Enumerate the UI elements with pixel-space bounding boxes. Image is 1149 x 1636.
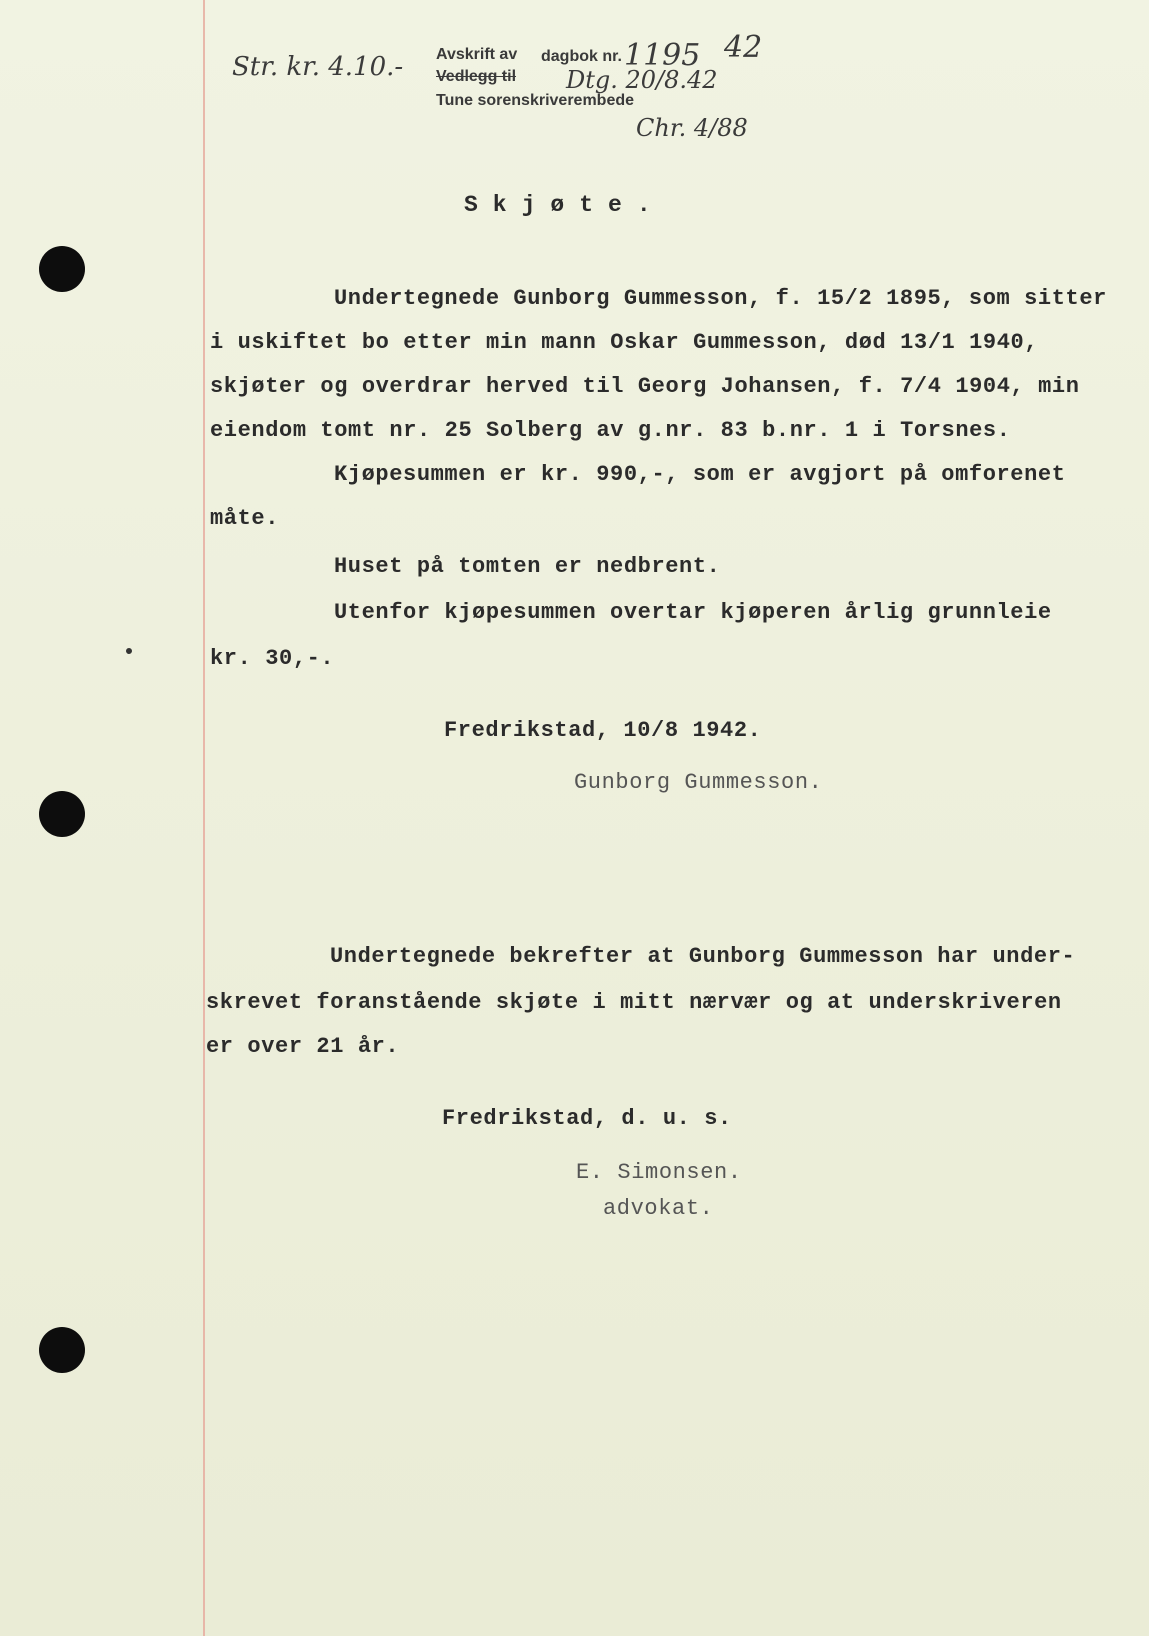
margin-note-handwritten: Str. kr. 4.10.- (232, 52, 404, 82)
body-line: kr. 30,-. (210, 646, 335, 671)
stamp-line-office: Tune sorenskriverembede (436, 92, 635, 109)
attestation-line: er over 21 år. (206, 1034, 400, 1059)
body-line: eiendom tomt nr. 25 Solberg av g.nr. 83 b.nr. 1 i Torsnes. (210, 418, 1011, 443)
document-title: S k j ø t e . (464, 192, 652, 218)
attestation-line: Undertegnede bekrefter at Gunborg Gummesson har under- (330, 944, 1076, 969)
margin-line (203, 0, 205, 1636)
stamp-line-dagbok: dagbok nr. (541, 48, 622, 65)
body-line: i uskiftet bo etter min mann Oskar Gummesson, død 13/1 1940, (210, 330, 1039, 355)
body-line: skjøter og overdrar herved til Georg Johansen, f. 7/4 1904, min (210, 374, 1080, 399)
stamp-handwritten-number: 1195 (624, 38, 701, 73)
body-line: Undertegnede Gunborg Gummesson, f. 15/2 1895, som sitter (334, 286, 1107, 311)
stamp-handwritten-ref: Chr. 4/88 (636, 114, 748, 142)
body-line: Huset på tomten er nedbrent. (334, 554, 721, 579)
stamp-handwritten-year: 42 (724, 30, 763, 65)
body-line: Utenfor kjøpesummen overtar kjøperen årlig grunnleie (334, 600, 1052, 625)
place-date: Fredrikstad, 10/8 1942. (444, 718, 762, 743)
place-date-2: Fredrikstad, d. u. s. (442, 1106, 732, 1131)
punch-hole (39, 246, 85, 292)
punch-hole (39, 1327, 85, 1373)
body-line: måte. (210, 506, 280, 531)
body-line: Kjøpesummen er kr. 990,-, som er avgjort på omforenet (334, 462, 1066, 487)
attestation-line: skrevet foranstående skjøte i mitt nærvær og at underskriveren (206, 990, 1062, 1015)
signature-name: Gunborg Gummesson. (574, 770, 823, 795)
witness-title: advokat. (603, 1196, 714, 1221)
punch-hole (39, 791, 85, 837)
stamp-handwritten-date: Dtg. 20/8.42 (566, 66, 718, 94)
stamp-line-vedlegg: Vedlegg til (436, 68, 517, 85)
ink-speck (126, 648, 132, 654)
stamp-line-avskrift: Avskrift av (436, 46, 518, 63)
witness-name: E. Simonsen. (576, 1160, 742, 1185)
